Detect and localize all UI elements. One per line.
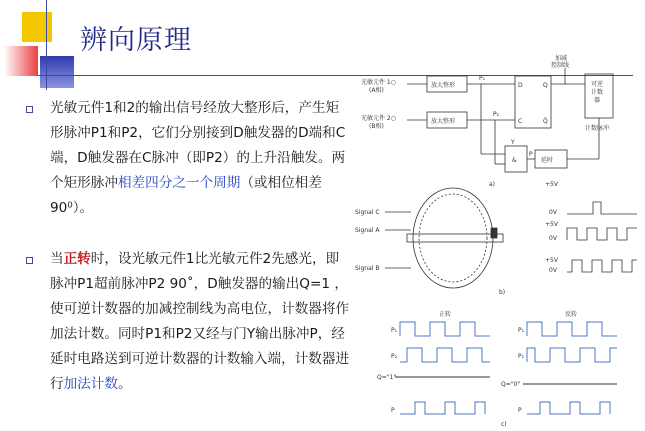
amp-label-2: 放大整形 bbox=[431, 118, 456, 125]
bullet-icon bbox=[26, 106, 33, 113]
control-label: 加减 bbox=[555, 55, 568, 62]
timing-p-forward bbox=[400, 402, 485, 414]
paragraph-2-highlight: 加法计数 bbox=[63, 376, 118, 392]
timing-p1-forward bbox=[400, 322, 490, 336]
p2-label: P₂ bbox=[493, 111, 500, 118]
v0-label-3: 0V bbox=[549, 267, 557, 274]
counter-label-2: 计数 bbox=[591, 89, 604, 96]
counter-label-1: 可逆 bbox=[591, 81, 604, 88]
counter-label-3: 器 bbox=[594, 97, 601, 104]
waveform-c bbox=[567, 202, 637, 214]
qbar-label: Q̄ bbox=[543, 118, 548, 125]
timing-p1-reverse bbox=[527, 322, 617, 336]
signal-a-label: Signal A bbox=[355, 227, 380, 234]
encoder-disk bbox=[413, 188, 493, 288]
timing-p1-label-reverse: P₁ bbox=[518, 327, 525, 334]
paragraph-1-text-end: （或相位相差90⁰）。 bbox=[50, 175, 322, 216]
timing-q0-label: Q="0" bbox=[501, 381, 521, 388]
d-label: D bbox=[518, 82, 523, 89]
label-a: a) bbox=[489, 181, 496, 188]
paragraph-2 bbox=[50, 247, 350, 397]
paragraph-2-bold: 正转 bbox=[63, 251, 91, 267]
paragraph-1 bbox=[50, 96, 350, 221]
timing-p2-label-reverse: P₂ bbox=[518, 353, 525, 360]
v5-label-2: +5V bbox=[545, 221, 558, 228]
forward-label: 正转 bbox=[439, 311, 452, 318]
label-c: c) bbox=[501, 421, 507, 428]
input2-sub: (B相) bbox=[369, 123, 384, 130]
v0-label-2: 0V bbox=[549, 235, 557, 242]
waveform-a bbox=[567, 228, 637, 240]
p-label: P bbox=[529, 151, 533, 158]
direction-figure bbox=[355, 55, 642, 428]
timing-p2-reverse bbox=[527, 348, 617, 362]
timing-p-label-reverse: P bbox=[518, 407, 522, 414]
yellow-block bbox=[22, 12, 52, 42]
timing-q1-label: Q="1" bbox=[377, 374, 397, 381]
input1-label: 光敏元件 1○ bbox=[361, 79, 396, 86]
v0-label-1: 0V bbox=[549, 209, 557, 216]
paragraph-2-text-end: 。 bbox=[117, 376, 132, 392]
p1-label: P₁ bbox=[479, 75, 486, 82]
signal-b-label: Signal B bbox=[355, 265, 380, 272]
q-label: Q bbox=[543, 82, 548, 89]
v5-label-3: +5V bbox=[545, 257, 558, 264]
bullet-icon bbox=[26, 257, 33, 264]
red-block bbox=[4, 46, 38, 76]
reverse-label: 反转 bbox=[565, 311, 578, 318]
sensor-block bbox=[491, 228, 497, 238]
vertical-line bbox=[46, 0, 47, 90]
timing-p2-forward bbox=[400, 348, 490, 362]
signal-c-label: Signal C bbox=[355, 209, 380, 216]
timing-p1-label-forward: P₁ bbox=[391, 327, 398, 334]
paragraph-1-highlight: 相差四分之一个周期 bbox=[117, 175, 241, 191]
paragraph-2-text: 时，设光敏元件1比光敏元件2先感光，即脉冲P1超前脉冲P2 90˚，D触发器的输出Q=1 ，使可逆计数器的加减控制线为高电位，计数器将作加法计数。同时P1和P2又经与门Y输出脉冲P，经延时电路送到可逆计数器的计数输入端，计数器进行 bbox=[50, 251, 350, 392]
paragraph-2-pre: 当 bbox=[50, 251, 64, 267]
paragraph-1-text: 光敏元件1和2的输出信号经放大整形后，产生矩形脉冲P1和P2，它们分别接到D触发器的D端和C端，D触发器在C脉冲（即P2）的上升沿触发。两个矩形脉冲 bbox=[50, 100, 346, 191]
timing-p-label-forward: P bbox=[391, 407, 395, 414]
delay-label: 延时 bbox=[541, 157, 554, 164]
y-label: Y bbox=[511, 139, 515, 146]
encoder-shaft bbox=[407, 234, 503, 242]
v5-label-1: +5V bbox=[545, 181, 558, 188]
page-title: 辨向原理 bbox=[80, 25, 192, 56]
and-label: & bbox=[512, 157, 517, 164]
waveform-b bbox=[567, 260, 637, 272]
corner-decoration bbox=[0, 0, 80, 95]
amp-label-1: 放大整形 bbox=[431, 82, 456, 89]
count-pulse-label: 计数脉冲 bbox=[585, 125, 610, 132]
timing-p2-label-forward: P₂ bbox=[391, 353, 398, 360]
input1-sub: (A相) bbox=[369, 87, 384, 94]
input2-label: 光敏元件 2○ bbox=[361, 115, 396, 122]
control-label-2: 控制线 bbox=[551, 62, 570, 69]
c-label: C bbox=[518, 118, 523, 125]
label-b: b) bbox=[499, 289, 506, 296]
timing-p-reverse bbox=[527, 402, 610, 414]
figure-svg bbox=[355, 55, 642, 428]
